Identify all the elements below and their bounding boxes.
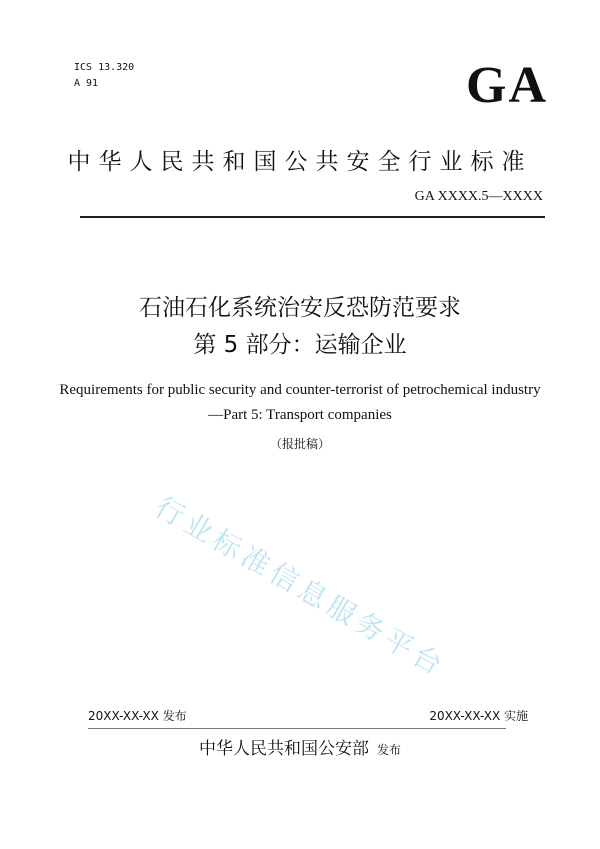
ccs-code: A 91 xyxy=(74,78,99,89)
english-title-line-1: Requirements for public security and counter-terrorist of petrochemical industry xyxy=(59,382,541,398)
draft-status: （报批稿） xyxy=(269,437,330,451)
standard-type: 中华人民共和国公共安全行业标准 xyxy=(67,149,533,175)
watermark: 行业标准信息服务平台 xyxy=(149,490,452,684)
title-line-2: 第 5 部分：运输企业 xyxy=(193,332,407,358)
standard-code: GA XXXX.5—XXXX xyxy=(414,189,543,204)
issue-date: 20XX-XX-XX 发布 xyxy=(88,709,187,723)
english-title-line-2: —Part 5: Transport companies xyxy=(208,407,392,423)
ga-logo: GA xyxy=(466,57,548,114)
publisher-name: 中华人民共和国公安部 xyxy=(198,739,369,759)
ics-code: ICS 13.320 xyxy=(74,62,135,73)
title-line-1: 石油石化系统治安反恐防范要求 xyxy=(139,295,461,321)
publish-label: 发布 xyxy=(376,743,401,757)
publisher xyxy=(0,738,600,761)
header-divider xyxy=(80,216,545,218)
footer-divider xyxy=(88,728,506,729)
implement-date: 20XX-XX-XX 实施 xyxy=(429,709,528,723)
classification-codes xyxy=(74,60,134,92)
english-title xyxy=(0,378,600,428)
